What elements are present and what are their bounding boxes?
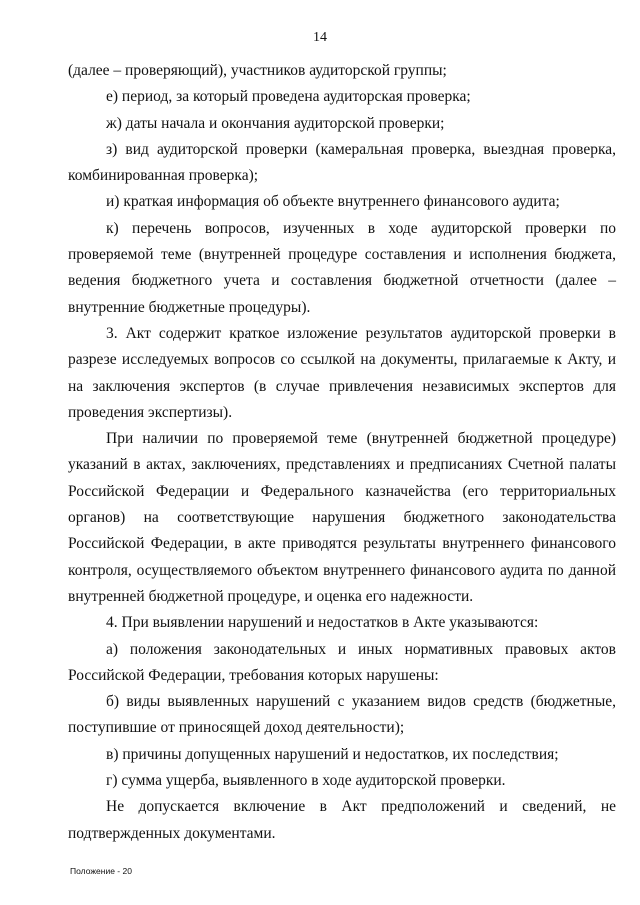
paragraph-item-g: г) сумма ущерба, выявленного в ходе аудиторской проверки. <box>106 772 506 790</box>
footer-note: Положение - 20 <box>70 866 132 876</box>
paragraph-item-a: а) положения законодательных и иных нормативных правовых актов Российской Федерации, требования которых нарушены: <box>68 640 616 684</box>
paragraph-section-4: 4. При выявлении нарушений и недостатков в Акте указываются: <box>106 614 539 632</box>
paragraph-item-b: б) виды выявленных нарушений с указанием видов средств (бюджетные, поступившие от приносящей доход деятельности); <box>68 693 616 737</box>
paragraph-continuation: (далее – проверяющий), участников аудиторской группы; <box>68 62 447 79</box>
paragraph-section-3: 3. Акт содержит краткое изложение результатов аудиторской проверки в разрезе исследуемых вопросов со ссылкой на документы, прилагаемые к Акту, и на заключения экспертов (в случае привлечения независимых экспертов для проведения экспертизы). <box>68 324 616 421</box>
paragraph-budget-procedure: При наличии по проверяемой теме (внутренней бюджетной процедуре) указаний в актах, заключениях, представлениях и предписаниях Счетной палаты Российской Федерации и Федерального казначейства (его территориальных органов) на соответствующие нарушения бюджетного законодательства Российской Федерации, в акте приводятся результаты внутреннего финансового контроля, осуществляемого объектом внутреннего финансового аудита по данной внутренней бюджетной процедуре, и оценка его надежности. <box>68 430 616 605</box>
paragraph-item-z: з) вид аудиторской проверки (камеральная проверка, выездная проверка, комбинированная проверка); <box>68 140 616 185</box>
paragraph-item-e: е) период, за который проведена аудиторская проверка; <box>106 88 471 106</box>
paragraph-item-i: и) краткая информация об объекте внутреннего финансового аудита; <box>106 193 560 211</box>
paragraph-item-k: к) перечень вопросов, изученных в ходе аудиторской проверки по проверяемой теме (внутренней процедуре составления и исполнения бюджета, ведения бюджетного учета и составления бюджетной отчетности (далее – внутренние бюджетные процедуры). <box>68 219 616 316</box>
paragraph-item-zh: ж) даты начала и окончания аудиторской проверки; <box>106 114 445 132</box>
document-body <box>68 58 616 847</box>
paragraph-not-allowed: Не допускается включение в Акт предположений и сведений, не подтвержденных документами. <box>68 798 616 842</box>
paragraph-item-v: в) причины допущенных нарушений и недостатков, их последствия; <box>106 745 559 763</box>
page-number: 14 <box>313 30 327 45</box>
